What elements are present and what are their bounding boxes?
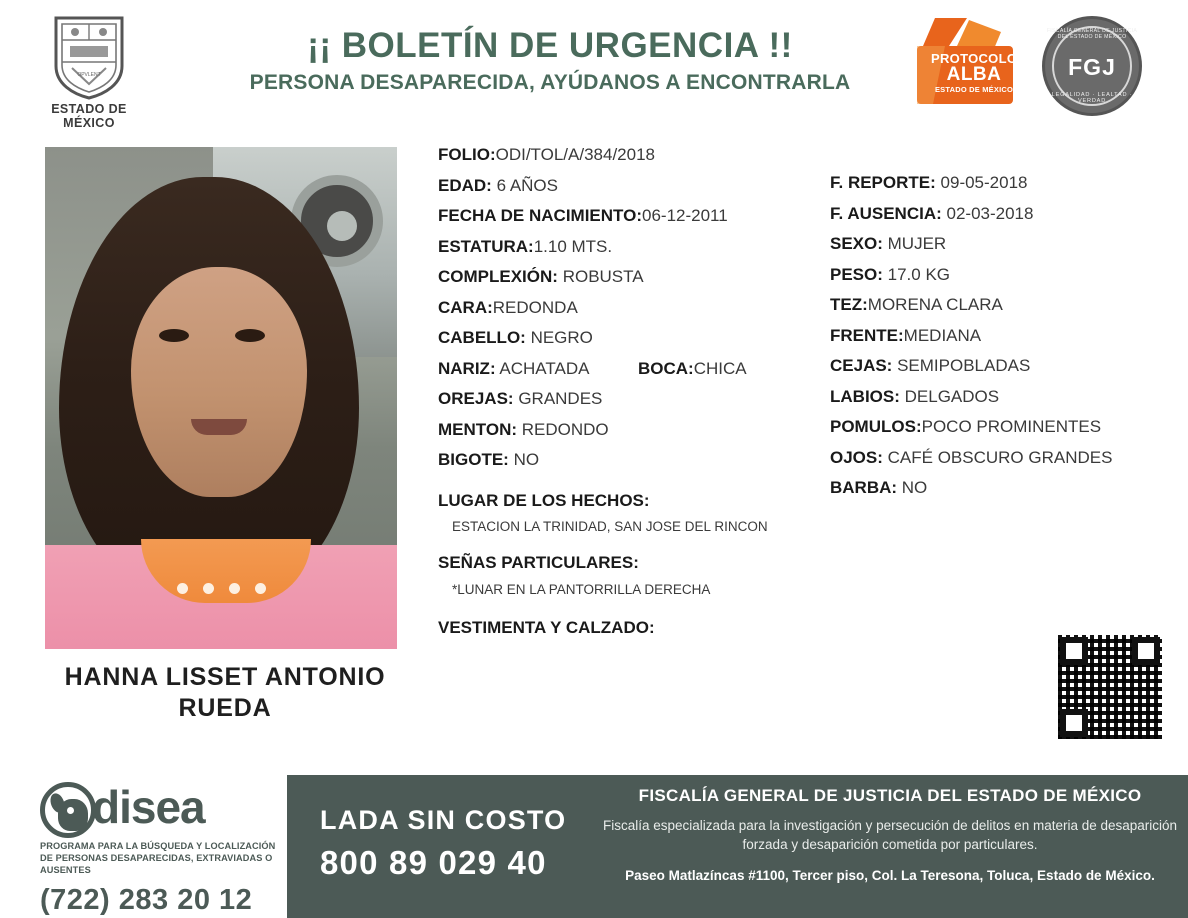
field-senas-particulares [438,548,828,579]
photo-collar-dot [229,583,240,594]
photo-collar-dot [203,583,214,594]
alba-line2: ALBA [946,64,1002,85]
crest-label: ESTADO DE MÉXICO [51,102,127,130]
coat-of-arms-icon [50,14,128,100]
field-senas-particulares-label: SEÑAS PARTICULARES: [438,553,639,572]
odisea-subtitle: PROGRAMA PARA LA BÚSQUEDA Y LOCALIZACIÓN DE PERSONAS DESAPARECIDAS, EXTRAVIADAS O AUSENTES [40,841,276,875]
lada-number[interactable]: 800 89 029 40 [320,844,547,881]
field-frente-value: MEDIANA [903,325,982,345]
field-peso-label: PESO: [830,264,883,284]
institution-title: FISCALÍA GENERAL DE JUSTICIA DEL ESTADO DE MÉXICO [638,786,1142,805]
field-menton-label: MENTON: [438,419,518,439]
field-frente [830,321,1180,352]
field-lugar-hechos-detail: ESTACION LA TRINIDAD, SAN JOSE DEL RINCON [452,519,768,534]
field-f-reporte-value: 09-05-2018 [940,173,1028,192]
fgj-letters: FGJ [1068,54,1116,80]
odisea-word: disea [92,781,205,833]
field-cara-value: REDONDA [492,297,578,317]
field-f-reporte [830,168,1180,199]
field-estatura-value: 1.10 MTS. [533,236,613,256]
photo-eye-left [159,329,189,342]
odisea-logo [40,782,280,917]
field-f-ausencia-label: F. AUSENCIA: [830,203,942,223]
field-folio-label: FOLIO: [438,145,496,164]
field-cejas-value: SEMIPOBLADAS [897,356,1031,375]
photo-face [131,267,307,497]
field-orejas-value: GRANDES [518,389,603,408]
field-tez-label: TEZ: [830,295,868,314]
alba-line1: PROTOCOLO [931,51,1018,66]
field-fecha-nacimiento-label: FECHA DE NACIMIENTO: [438,206,642,225]
lada-label: LADA SIN COSTO [320,805,567,835]
field-estatura [438,232,828,263]
field-nariz-boca [438,354,828,385]
field-fecha-nacimiento-value: 06-12-2011 [642,206,728,225]
page-subtitle: PERSONA DESAPARECIDA, AYÚDANOS A ENCONTRARLA [249,70,851,94]
field-nariz-value: ACHATADA [499,358,589,378]
field-pomulos [830,412,1180,443]
lada-block [320,805,590,882]
field-orejas [438,384,828,415]
field-cabello-value: NEGRO [530,328,593,347]
field-bigote-value: NO [513,450,540,469]
field-cejas-label: CEJAS: [830,356,893,375]
field-folio-value: ODI/TOL/A/384/2018 [495,145,656,164]
field-ojos [830,443,1180,474]
field-tez-value: MORENA CLARA [867,295,1003,314]
field-complexion-value: ROBUSTA [562,267,644,286]
field-edad [438,171,828,202]
field-barba-value: NO [901,478,928,497]
odisea-wordmark [40,782,280,838]
page-title: ¡¡ BOLETÍN DE URGENCIA !! [307,26,793,65]
field-barba-label: BARBA: [830,478,898,497]
institution-description: Fiscalía especializada para la investigación y persecución de delitos en materia de desaparición forzada y desaparición cometida por particulares. [602,818,1178,852]
field-cara-label: CARA: [438,297,493,317]
institution-block [600,786,1180,885]
photo-collar-dot [177,583,188,594]
field-ojos-label: OJOS: [830,447,883,467]
field-vestimenta-label: VESTIMENTA Y CALZADO: [438,617,655,637]
field-f-ausencia-value: 02-03-2018 [946,203,1034,223]
dog-icon [58,799,88,831]
field-cejas [830,351,1180,382]
fgj-bottom-text: LEGALIDAD · LEALTAD · VERDAD [1051,92,1133,104]
field-f-reporte-label: F. REPORTE: [830,173,936,192]
person-name: HANNA LISSET ANTONIO RUEDA [64,663,386,723]
field-cabello [438,323,828,354]
qr-finder-top-left [1060,637,1088,665]
field-menton-value: REDONDO [521,419,609,439]
field-lugar-hechos-label: LUGAR DE LOS HECHOS: [438,490,650,510]
qr-finder-bottom-left [1060,709,1088,737]
field-complexion [438,262,828,293]
header-titles [200,28,900,95]
field-f-ausencia [830,199,1180,230]
field-labios [830,382,1180,413]
field-cabello-label: CABELLO: [438,328,526,347]
field-lugar-hechos [438,486,828,517]
missing-person-photo [45,147,397,649]
left-data-column [438,140,828,643]
field-edad-label: EDAD: [438,175,492,195]
field-sexo-label: SEXO: [830,234,883,253]
field-estatura-label: ESTATURA: [438,236,534,256]
photo-eye-right [235,329,265,342]
field-senas-particulares-detail: *LUNAR EN LA PANTORRILLA DERECHA [452,581,711,597]
field-labios-value: DELGADOS [904,386,1000,406]
field-peso-value: 17.0 KG [887,264,951,284]
field-edad-value: 6 AÑOS [496,175,558,195]
fgj-seal [1034,16,1154,116]
protocolo-alba-logo [905,16,1023,116]
photo-collar-dot [255,583,266,594]
qr-finder-top-right [1132,637,1160,665]
svg-text:OPVLENT: OPVLENT [77,72,101,78]
institution-address: Paseo Matlazíncas #1100, Tercer piso, Col. La Teresona, Toluca, Estado de México. [625,868,1155,883]
photo-mouth [191,419,247,435]
field-sexo [830,229,1180,260]
alba-text [931,52,1017,94]
field-fecha-nacimiento [438,201,828,232]
field-pomulos-label: POMULOS: [830,417,922,436]
field-peso [830,260,1180,291]
field-folio [438,140,828,171]
field-labios-label: LABIOS: [830,386,900,406]
field-cara [438,293,828,324]
field-ojos-value: CAFÉ OBSCURO GRANDES [887,447,1113,467]
field-nariz-label: NARIZ: [438,358,496,378]
field-boca-label: BOCA: [637,358,694,378]
field-menton [438,415,828,446]
alba-line3: ESTADO DE MÉXICO [934,85,1014,94]
field-tez [830,290,1180,321]
field-sexo-value: MUJER [887,234,947,253]
odisea-phone[interactable]: (722) 283 20 12 [40,884,253,916]
odisea-circle-icon [40,782,96,838]
field-vestimenta [438,613,828,644]
document-header [0,0,1188,130]
field-barba [830,473,1180,504]
qr-code[interactable] [1058,635,1162,739]
field-bigote-label: BIGOTE: [438,450,509,469]
state-crest [34,14,144,130]
field-complexion-label: COMPLEXIÓN: [438,267,558,286]
field-orejas-label: OREJAS: [438,389,514,408]
fgj-top-text: FISCALÍA GENERAL DE JUSTICIA DEL ESTADO DE MÉXICO [1046,28,1138,40]
field-bigote [438,445,828,476]
field-pomulos-value: POCO PROMINENTES [921,417,1102,436]
field-boca-value: CHICA [693,358,747,378]
field-frente-label: FRENTE: [830,325,904,345]
right-data-column [830,168,1180,504]
